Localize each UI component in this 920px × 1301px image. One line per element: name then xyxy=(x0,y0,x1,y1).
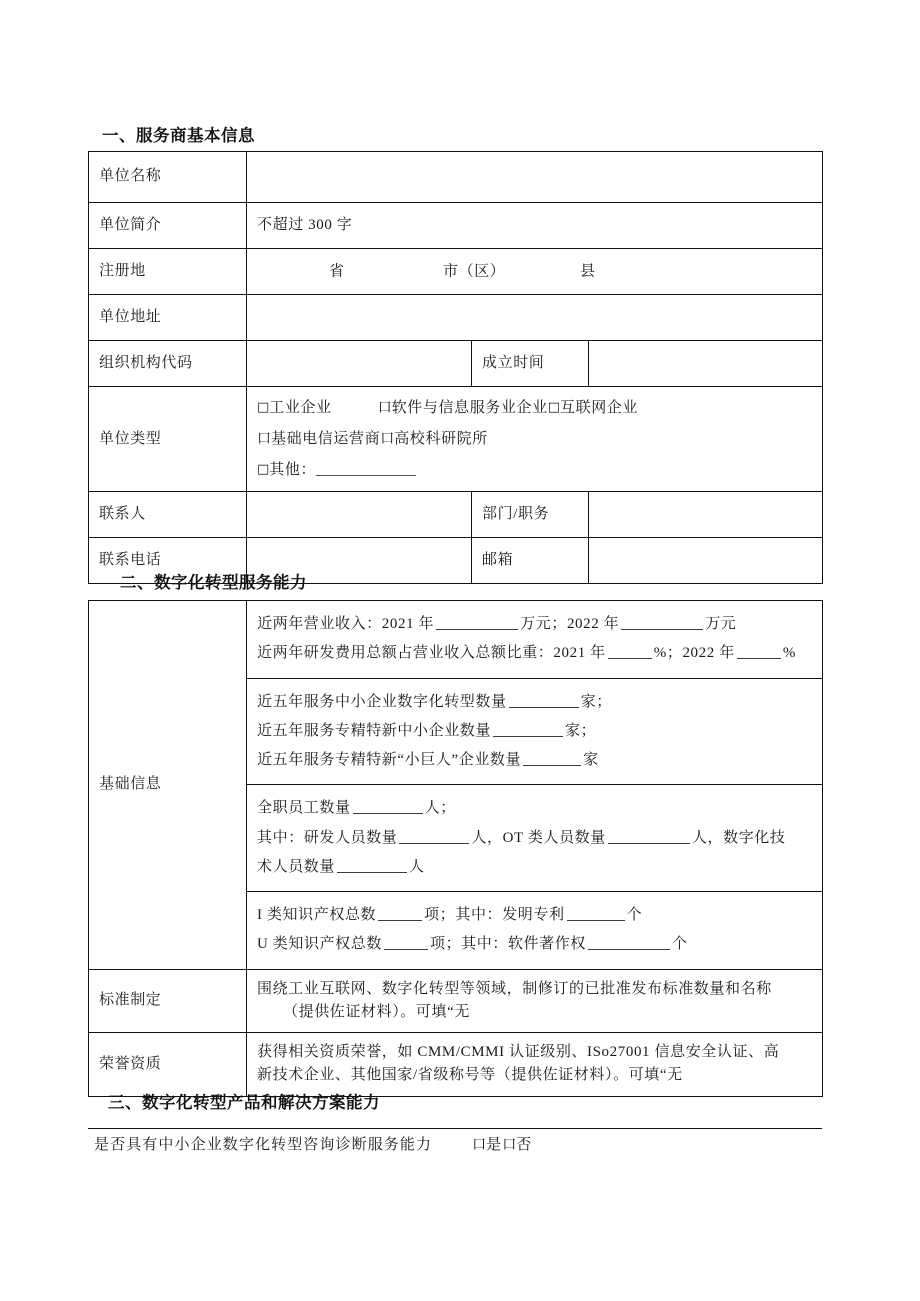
invention-patent-input[interactable] xyxy=(567,906,625,921)
value-registration[interactable] xyxy=(247,249,823,295)
served-giant-input[interactable] xyxy=(523,751,581,766)
basic-info-groups xyxy=(247,601,823,970)
table-row xyxy=(89,492,823,538)
rnd-ratio-2021-input[interactable] xyxy=(608,644,652,659)
served-sme-line: 近五年服务中小企业数字化转型数量 家； xyxy=(257,693,612,710)
unit-type-option-software[interactable]: 软件与信息服务业企业 xyxy=(391,400,548,416)
basic-info-table xyxy=(88,151,823,584)
table-row xyxy=(89,387,823,492)
standards-text-line-2-wrap xyxy=(257,1001,814,1024)
label-found-time: 成立时间 xyxy=(472,341,589,387)
table-row xyxy=(89,249,823,295)
label-unit-type: 单位类型 xyxy=(89,387,247,492)
value-unit-name[interactable] xyxy=(247,152,823,203)
ot-staff-input[interactable] xyxy=(608,828,690,843)
value-unit-address[interactable] xyxy=(247,295,823,341)
honors-text-line-1: 获得相关资质荣誉，如 CMM/CMMI 认证级别、ISo27001 信息安全认证、高 xyxy=(257,1044,780,1060)
value-standards[interactable] xyxy=(247,969,823,1033)
registration-province-label: 省 xyxy=(329,262,345,279)
unit-type-option-other[interactable]: 其他： xyxy=(269,461,317,478)
ip-class-u-line: U 类知识产权总数 项；其中：软件著作权 个 xyxy=(257,936,688,953)
served-sme-input[interactable] xyxy=(509,692,579,707)
consulting-capability-question: 是否具有中小企业数字化转型咨询诊断服务能力 xyxy=(94,1137,433,1153)
revenue-line: 近两年营业收入：2021 年 万元；2022 年 万元 xyxy=(257,616,737,632)
unit-type-option-academy[interactable]: 高校科研院所 xyxy=(394,430,488,447)
label-email: 邮箱 xyxy=(472,538,589,584)
consulting-option-no[interactable]: 否 xyxy=(516,1137,533,1153)
label-unit-intro: 单位简介 xyxy=(89,203,247,249)
unit-type-option-telecom[interactable]: 基础电信运营商 xyxy=(271,430,381,447)
ip-class-u-total-input[interactable] xyxy=(384,935,428,950)
standards-text-line-1: 围绕工业互联网、数字化转型等领域，制修订的已批准发布标准数量和名称 xyxy=(257,980,772,997)
fulltime-staff-input[interactable] xyxy=(353,799,423,814)
checkbox-icon[interactable]: □ xyxy=(257,461,270,477)
rnd-staff-input[interactable] xyxy=(399,828,469,843)
label-contact-phone: 联系电话 xyxy=(89,538,247,584)
label-contact-person: 联系人 xyxy=(89,492,247,538)
table-row xyxy=(89,969,823,1033)
label-basic-info: 基础信息 xyxy=(89,601,247,970)
checkbox-icon[interactable]: □ xyxy=(547,400,561,415)
section-heading-2: 二、数字化转型服务能力 xyxy=(120,574,307,592)
consulting-capability-question-row xyxy=(94,1133,532,1154)
group-staff xyxy=(247,785,822,892)
table-row xyxy=(89,295,823,341)
rnd-ratio-line: 近两年研发费用总额占营业收入总额比重：2021 年 %；2022 年 % xyxy=(257,645,796,662)
checkbox-icon[interactable]: 口 xyxy=(472,1138,487,1153)
label-org-code: 组织机构代码 xyxy=(89,341,247,387)
service-capability-table xyxy=(88,600,823,1097)
value-honors[interactable] xyxy=(247,1033,823,1097)
checkbox-icon[interactable]: □ xyxy=(257,400,270,415)
software-copyright-input[interactable] xyxy=(588,935,670,950)
group-revenue xyxy=(247,601,822,679)
value-dept-title[interactable] xyxy=(589,492,823,538)
group-served-count xyxy=(247,679,822,786)
fulltime-staff-line: 全职员工数量 人； xyxy=(257,800,456,817)
standards-text-line-2: （提供佐证材料）。可填“无 xyxy=(283,1003,470,1020)
label-registration: 注册地 xyxy=(89,249,247,295)
unit-type-options xyxy=(247,387,823,492)
table-row xyxy=(89,1033,823,1097)
table-row xyxy=(89,152,823,203)
horizontal-rule xyxy=(88,1128,822,1129)
unit-type-line-2 xyxy=(257,424,814,455)
table-row xyxy=(89,601,823,970)
registration-county-label: 县 xyxy=(580,262,596,279)
checkbox-icon[interactable]: 口 xyxy=(257,431,271,447)
revenue-2021-input[interactable] xyxy=(436,615,518,630)
served-specialized-input[interactable] xyxy=(493,722,563,737)
digital-staff-line: 术人员数量 人 xyxy=(257,858,425,875)
ip-class-i-total-input[interactable] xyxy=(378,906,422,921)
ip-class-i-line: I 类知识产权总数 项；其中：发明专利 个 xyxy=(257,907,643,923)
checkbox-icon[interactable]: 口 xyxy=(502,1138,517,1153)
label-unit-address: 单位地址 xyxy=(89,295,247,341)
honors-text-line-2: 新技术企业、其他国家/省级称号等（提供佐证材料）。可填“无 xyxy=(257,1067,683,1084)
section-heading-3: 三、数字化转型产品和解决方案能力 xyxy=(108,1094,380,1112)
unit-type-option-internet[interactable]: 互联网企业 xyxy=(560,400,639,416)
label-unit-name: 单位名称 xyxy=(89,152,247,203)
staff-breakdown-line: 其中：研发人员数量 人，OT 类人员数量 人，数字化技 xyxy=(257,829,786,846)
table-row xyxy=(89,341,823,387)
label-dept-title: 部门/职务 xyxy=(472,492,589,538)
label-honors: 荣誉资质 xyxy=(89,1033,247,1097)
value-org-code[interactable] xyxy=(247,341,472,387)
group-intellectual-property xyxy=(247,892,822,969)
digital-staff-input[interactable] xyxy=(337,858,407,873)
unit-type-other-input[interactable] xyxy=(316,460,416,476)
registration-city-label: 市（区） xyxy=(443,262,506,279)
checkbox-icon[interactable]: 口 xyxy=(380,431,395,447)
consulting-option-yes[interactable]: 是 xyxy=(486,1137,503,1153)
unit-type-line-1 xyxy=(257,393,814,424)
value-unit-intro[interactable]: 不超过 300 字 xyxy=(247,203,823,249)
revenue-2022-input[interactable] xyxy=(621,615,703,630)
unit-type-option-industrial[interactable]: 工业企业 xyxy=(269,400,332,416)
value-email[interactable] xyxy=(589,538,823,584)
unit-type-line-3 xyxy=(257,455,814,486)
served-specialized-line: 近五年服务专精特新中小企业数量 家； xyxy=(257,722,597,739)
section-heading-1: 一、服务商基本信息 xyxy=(102,127,255,145)
served-giant-line: 近五年服务专精特新“小巨人”企业数量 家 xyxy=(257,752,599,768)
checkbox-icon[interactable]: 口 xyxy=(377,401,392,416)
label-standards: 标准制定 xyxy=(89,969,247,1033)
value-contact-person[interactable] xyxy=(247,492,472,538)
value-found-time[interactable] xyxy=(589,341,823,387)
rnd-ratio-2022-input[interactable] xyxy=(737,644,781,659)
table-row xyxy=(89,203,823,249)
